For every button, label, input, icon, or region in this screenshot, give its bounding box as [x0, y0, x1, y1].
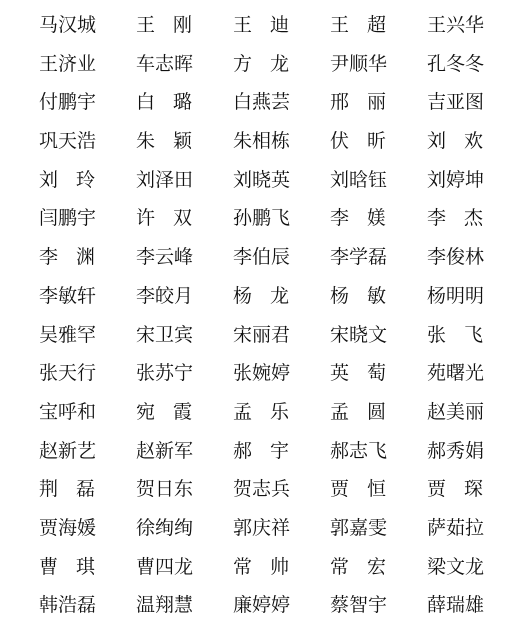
name-cell: 张婉婷: [233, 362, 291, 385]
name-cell: 贾海媛: [39, 516, 97, 539]
name-cell: 闫鹏宇: [39, 207, 97, 230]
name-cell: 李学磊: [330, 246, 388, 269]
name-cell: 孙鹏飞: [233, 207, 291, 230]
name-cell: [136, 400, 192, 424]
name-cell: [330, 284, 386, 308]
name-cell: [330, 90, 386, 114]
name-cell: [233, 439, 289, 463]
name-cell: [427, 323, 483, 347]
name-row: [0, 122, 518, 161]
name-char: 昕: [366, 130, 386, 153]
name-cell: [39, 477, 95, 501]
name-cell: 孔冬冬: [427, 52, 485, 75]
name-cell: [427, 477, 483, 501]
name-row: [0, 393, 518, 432]
name-cell: 韩浩磊: [39, 594, 97, 617]
name-cell: [136, 90, 192, 114]
name-char: 许: [136, 207, 156, 230]
name-row: [0, 354, 518, 393]
name-cell: 李云峰: [136, 246, 194, 269]
name-char: 渊: [75, 246, 95, 269]
name-cell: 苑曙光: [427, 362, 485, 385]
name-cell: 赵新艺: [39, 439, 97, 462]
name-char: 宇: [269, 439, 289, 462]
name-cell: 宋丽君: [233, 323, 291, 346]
name-cell: 萨茹拉: [427, 516, 485, 539]
name-grid: [0, 6, 518, 625]
name-cell: 白燕芸: [233, 91, 291, 114]
name-cell: 刘晓英: [233, 168, 291, 191]
name-char: 朱: [136, 130, 156, 153]
name-row: [0, 238, 518, 277]
name-cell: 贺志兵: [233, 478, 291, 501]
name-cell: [233, 555, 289, 579]
name-cell: 廉婷婷: [233, 594, 291, 617]
name-char: 双: [172, 207, 192, 230]
name-cell: 尹顺华: [330, 52, 388, 75]
name-char: 帅: [269, 555, 289, 578]
name-char: 刚: [172, 14, 192, 36]
name-char: 孟: [330, 400, 350, 423]
name-cell: [136, 13, 192, 37]
name-char: 媄: [366, 207, 386, 230]
name-row: [0, 470, 518, 509]
name-cell: 郭庆祥: [233, 516, 291, 539]
name-char: 伏: [330, 130, 350, 153]
name-cell: [136, 129, 192, 153]
name-char: 乐: [269, 400, 289, 423]
name-cell: 李俊林: [427, 246, 485, 269]
name-cell: 郝秀娟: [427, 439, 485, 462]
name-cell: [39, 168, 95, 192]
name-char: 迪: [269, 14, 289, 36]
name-cell: [136, 206, 192, 230]
name-cell: [330, 477, 386, 501]
name-char: 刘: [427, 130, 447, 153]
name-row: [0, 548, 518, 587]
name-cell: 赵美丽: [427, 400, 485, 423]
name-char: 刘: [39, 168, 59, 191]
name-char: 玲: [75, 168, 95, 191]
name-cell: 刘泽田: [136, 168, 194, 191]
name-cell: [233, 284, 289, 308]
name-char: 李: [427, 207, 447, 230]
name-char: 琪: [75, 555, 95, 578]
name-cell: 李伯辰: [233, 246, 291, 269]
name-char: 李: [39, 246, 59, 269]
name-cell: 贺日东: [136, 478, 194, 501]
name-cell: [233, 52, 289, 76]
name-cell: 付鹏宇: [39, 91, 97, 114]
name-cell: 赵新军: [136, 439, 194, 462]
name-cell: [427, 129, 483, 153]
name-cell: 蔡智宇: [330, 594, 388, 617]
name-cell: [330, 361, 386, 385]
name-char: 孟: [233, 400, 253, 423]
name-row: [0, 83, 518, 122]
name-cell: [330, 13, 386, 37]
name-cell: [330, 129, 386, 153]
name-char: 王: [233, 14, 253, 36]
name-cell: 宋卫宾: [136, 323, 194, 346]
name-char: 宏: [366, 555, 386, 578]
name-cell: 张天行: [39, 362, 97, 385]
name-cell: 王济业: [39, 52, 97, 75]
name-char: 英: [330, 362, 350, 385]
name-cell: [39, 555, 95, 579]
name-cell: 王兴华: [427, 14, 485, 36]
name-cell: 郭嘉雯: [330, 516, 388, 539]
name-cell: 刘婷坤: [427, 168, 485, 191]
name-cell: 杨明明: [427, 284, 485, 307]
name-char: 璐: [172, 91, 192, 114]
name-char: 丽: [366, 91, 386, 114]
name-row: [0, 161, 518, 200]
name-char: 霞: [172, 400, 192, 423]
name-char: 贾: [427, 478, 447, 501]
name-char: 王: [330, 14, 350, 36]
name-row: [0, 199, 518, 238]
name-cell: 曹四龙: [136, 555, 194, 578]
name-char: 贾: [330, 478, 350, 501]
name-cell: 巩天浩: [39, 130, 97, 153]
name-cell: [427, 206, 483, 230]
name-row: [0, 509, 518, 548]
name-char: 常: [330, 555, 350, 578]
name-char: 杰: [463, 207, 483, 230]
name-char: 龙: [269, 284, 289, 307]
name-row: [0, 277, 518, 316]
name-cell: 徐绚绚: [136, 516, 194, 539]
name-cell: 车志晖: [136, 52, 194, 75]
name-row: [0, 432, 518, 471]
name-char: 方: [233, 52, 253, 75]
name-cell: 梁文龙: [427, 555, 485, 578]
name-char: 龙: [269, 52, 289, 75]
name-cell: [39, 245, 95, 269]
name-char: 琛: [463, 478, 483, 501]
name-char: 张: [427, 323, 447, 346]
name-char: 李: [330, 207, 350, 230]
name-cell: 温翔慧: [136, 594, 194, 617]
name-cell: 朱相栋: [233, 130, 291, 153]
name-cell: [330, 400, 386, 424]
name-char: 超: [366, 14, 386, 36]
name-cell: [233, 400, 289, 424]
name-char: 圆: [366, 400, 386, 423]
name-char: 郝: [233, 439, 253, 462]
name-char: 颖: [172, 130, 192, 153]
name-cell: 薛瑞雄: [427, 594, 485, 617]
name-cell: 刘晗钰: [330, 168, 388, 191]
name-char: 欢: [463, 130, 483, 153]
name-char: 萄: [366, 362, 386, 385]
name-char: 杨: [233, 284, 253, 307]
name-cell: 吉亚图: [427, 91, 485, 114]
name-char: 敏: [366, 284, 386, 307]
name-cell: [330, 555, 386, 579]
name-char: 王: [136, 14, 156, 36]
name-row: [0, 45, 518, 84]
name-cell: 马汉城: [39, 14, 97, 36]
name-cell: [233, 13, 289, 37]
name-char: 荆: [39, 478, 59, 501]
name-char: 宛: [136, 400, 156, 423]
name-row: [0, 6, 518, 45]
name-cell: 宋晓文: [330, 323, 388, 346]
name-cell: 李敏轩: [39, 284, 97, 307]
name-char: 杨: [330, 284, 350, 307]
name-cell: 李皎月: [136, 284, 194, 307]
name-char: 白: [136, 91, 156, 114]
name-cell: 张苏宁: [136, 362, 194, 385]
name-cell: [330, 206, 386, 230]
name-char: 邢: [330, 91, 350, 114]
name-cell: 郝志飞: [330, 439, 388, 462]
name-char: 飞: [463, 323, 483, 346]
name-char: 曹: [39, 555, 59, 578]
name-row: [0, 316, 518, 355]
name-cell: 吴雅罕: [39, 323, 97, 346]
name-char: 恒: [366, 478, 386, 501]
name-char: 常: [233, 555, 253, 578]
name-row: [0, 586, 518, 625]
name-cell: 宝呼和: [39, 400, 97, 423]
name-char: 磊: [75, 478, 95, 501]
